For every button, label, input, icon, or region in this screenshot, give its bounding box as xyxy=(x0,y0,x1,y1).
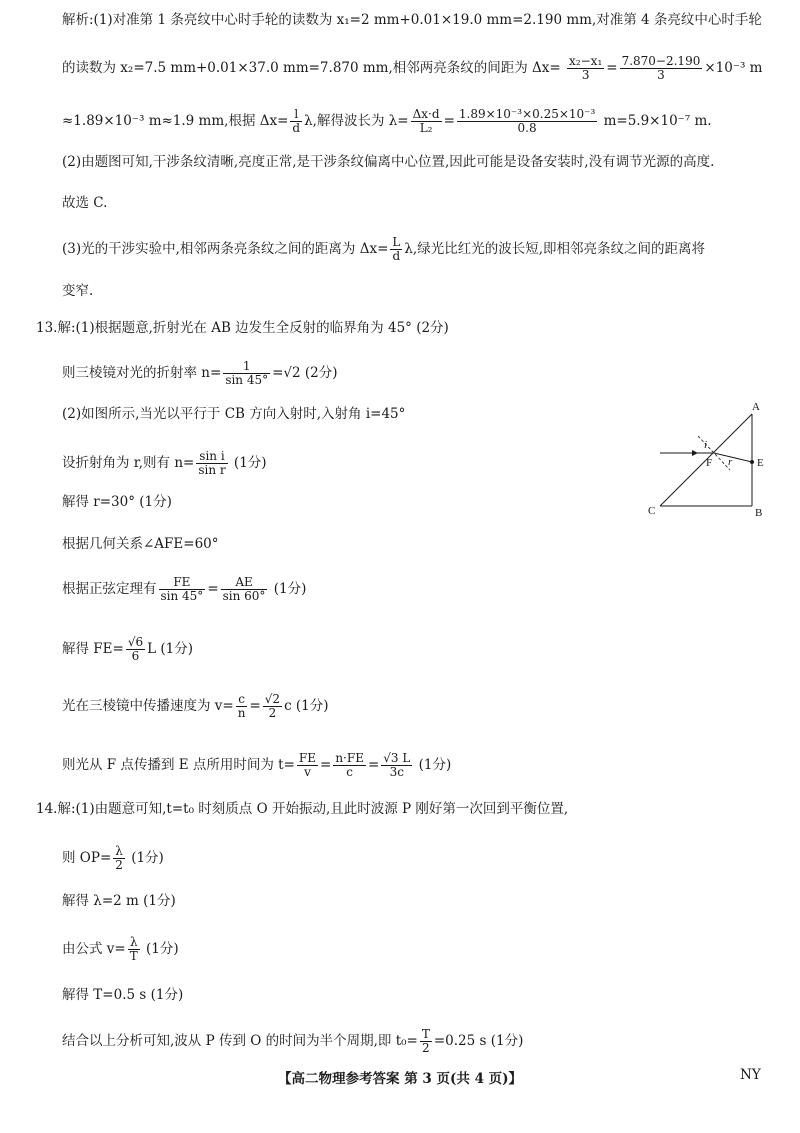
text: 光在三棱镜中传播速度为 v= xyxy=(62,698,234,714)
denominator: 3 xyxy=(657,68,665,82)
fraction xyxy=(221,576,268,603)
text: λ,绿光比红光的波长短,即相邻亮条纹之间的距离将 xyxy=(404,241,705,257)
refracted-ray xyxy=(714,453,752,462)
point-E-dot xyxy=(750,460,754,464)
denominator: sin 45° xyxy=(225,373,269,387)
solution-line-7 xyxy=(62,281,93,301)
text: (1分) xyxy=(414,757,452,773)
text: = xyxy=(367,757,380,773)
numerator: λ xyxy=(113,845,125,859)
numerator: √6 xyxy=(127,635,144,649)
label-r: r xyxy=(728,456,733,468)
text: (1分) xyxy=(229,455,267,471)
arrow-icon xyxy=(692,450,698,456)
solution-line-15 xyxy=(62,636,193,663)
label-C: C xyxy=(648,505,656,517)
fraction xyxy=(196,450,227,477)
solution-line-3 xyxy=(62,108,712,135)
numerator: 7.870−2.190 xyxy=(621,54,701,68)
solution-line-21 xyxy=(62,936,179,963)
denominator: 2 xyxy=(422,1041,430,1055)
solution-line-16 xyxy=(62,693,329,720)
fraction xyxy=(159,576,206,603)
numerator: T xyxy=(421,1027,430,1041)
text: 结合以上分析可知,波从 P 传到 O 的时间为半个周期,即 t₀= xyxy=(62,1033,418,1049)
label-F: F xyxy=(706,457,713,469)
fraction xyxy=(567,55,604,82)
label-B: B xyxy=(755,507,763,518)
text: 变窄. xyxy=(62,283,94,299)
numerator: √3 L xyxy=(383,751,411,765)
denominator: T xyxy=(129,949,138,963)
numerator: Δx·d xyxy=(412,107,440,121)
denominator: 0.8 xyxy=(517,121,537,135)
fraction xyxy=(113,845,125,872)
denominator: d xyxy=(292,121,301,135)
fraction xyxy=(263,693,282,720)
text: λ,解得波长为 λ= xyxy=(304,113,409,129)
text: 13.解:(1)根据题意,折射光在 AB 边发生全反射的临界角为 45° (2分) xyxy=(36,320,449,336)
prism-diagram xyxy=(640,398,770,518)
fraction xyxy=(126,636,145,663)
denominator: 3c xyxy=(389,765,404,779)
solution-line-19 xyxy=(62,845,164,872)
text: 根据几何关系∠AFE=60° xyxy=(62,536,219,552)
text: 设折射角为 r,则有 n= xyxy=(62,455,195,471)
text: = xyxy=(249,698,261,714)
text: (1分) xyxy=(141,941,179,957)
text: 则三棱镜对光的折射率 n= xyxy=(62,365,222,381)
fraction xyxy=(236,693,248,720)
denominator: 3 xyxy=(581,68,590,82)
text: (1分) xyxy=(126,850,164,866)
footer-code: NY xyxy=(740,1067,761,1083)
text: 解得 FE= xyxy=(62,641,124,657)
solution-line-5 xyxy=(62,193,107,213)
text: (2)由题图可知,干涉条纹清晰,亮度正常,是干涉条纹偏离中心位置,因此可能是设备安装时,没有调节光源的高度. xyxy=(62,154,715,170)
text: (3)光的干涉实验中,相邻两条亮条纹之间的距离为 Δx= xyxy=(62,241,389,257)
text: =0.25 s (1分) xyxy=(433,1033,524,1049)
solution-line-1 xyxy=(62,10,762,30)
solution-line-17 xyxy=(62,752,451,779)
fraction xyxy=(411,108,442,135)
text: ≈1.89×10⁻³ m≈1.9 mm,根据 Δx= xyxy=(62,113,289,129)
numerator: λ xyxy=(128,936,140,950)
solution-line-10 xyxy=(62,404,405,424)
text: 解得 T=0.5 s (1分) xyxy=(62,987,184,1003)
fraction xyxy=(381,752,412,779)
text: ×10⁻³ m xyxy=(704,60,763,76)
numerator: AE xyxy=(221,576,268,590)
fraction xyxy=(128,936,140,963)
text: =√2 (2分) xyxy=(272,365,338,381)
text: 根据正弦定理有 xyxy=(62,581,157,597)
problem-13-header xyxy=(36,318,449,338)
text: L (1分) xyxy=(147,641,193,657)
text: 则 OP= xyxy=(62,850,112,866)
footer-title: 【高二物理参考答案 第 3 页(共 4 页)】 xyxy=(278,1071,523,1087)
text: = xyxy=(320,757,332,773)
solution-line-2 xyxy=(62,55,762,82)
text: (1分) xyxy=(269,581,307,597)
text: c (1分) xyxy=(284,698,329,714)
solution-line-12 xyxy=(62,492,172,512)
text: (2)如图所示,当光以平行于 CB 方向入射时,入射角 i=45° xyxy=(62,406,406,422)
fraction xyxy=(420,1028,432,1055)
solution-line-4 xyxy=(62,152,714,172)
denominator: sin 45° xyxy=(160,589,204,603)
text: 的读数为 x₂=7.5 mm+0.01×37.0 mm=7.870 mm,相邻两亮条纹的间距为 Δx= xyxy=(62,60,561,76)
text: 则光从 F 点传播到 E 点所用时间为 t= xyxy=(62,757,295,773)
text: 解得 λ=2 m (1分) xyxy=(62,893,176,909)
denominator: d xyxy=(392,249,401,263)
solution-line-14 xyxy=(62,576,306,603)
numerator: x₂−x₁ xyxy=(569,54,603,68)
denominator: 2 xyxy=(268,706,277,720)
solution-line-20 xyxy=(62,891,176,911)
denominator: L₂ xyxy=(419,121,433,135)
text: = xyxy=(207,581,219,597)
numerator: FE xyxy=(298,751,317,765)
denominator: sin r xyxy=(198,463,226,477)
numerator: FE xyxy=(159,576,206,590)
solution-line-13 xyxy=(62,534,219,554)
numerator: 1.89×10⁻³×0.25×10⁻³ xyxy=(458,107,596,121)
numerator: sin i xyxy=(196,450,227,464)
solution-line-6 xyxy=(62,236,705,263)
label-i: i xyxy=(704,439,708,451)
text: 故选 C. xyxy=(62,195,108,211)
text: 由公式 v= xyxy=(62,941,126,957)
fraction xyxy=(457,108,597,135)
text: m=5.9×10⁻⁷ m. xyxy=(599,113,712,129)
denominator: 6 xyxy=(131,649,140,663)
fraction xyxy=(620,55,703,82)
problem-14-header xyxy=(36,799,568,819)
solution-line-23 xyxy=(62,1028,523,1055)
numerator: c xyxy=(236,693,248,707)
fraction xyxy=(390,236,402,263)
solution-line-9 xyxy=(62,360,338,387)
numerator: √2 xyxy=(264,692,281,706)
text: 解析:(1)对准第 1 条亮纹中心时手轮的读数为 x₁=2 mm+0.01×19.0 mm=2.190 mm,对准第 4 条亮纹中心时手轮 xyxy=(62,12,762,28)
denominator: c xyxy=(346,765,354,779)
fraction xyxy=(290,108,302,135)
fraction xyxy=(333,752,366,779)
denominator: v xyxy=(304,765,311,779)
label-A: A xyxy=(752,401,760,413)
text: 14.解:(1)由题意可知,t=t₀ 时刻质点 O 开始振动,且此时波源 P 刚好第一次回到平衡位置, xyxy=(36,801,569,817)
text: 解得 r=30° (1分) xyxy=(62,494,172,510)
numerator: L xyxy=(392,235,401,249)
fraction xyxy=(223,360,270,387)
text: = xyxy=(606,60,618,76)
solution-line-22 xyxy=(62,985,183,1005)
solution-line-11 xyxy=(62,450,267,477)
numerator: l xyxy=(290,108,302,122)
numerator: 1 xyxy=(223,360,270,374)
text: = xyxy=(443,113,455,129)
denominator: 2 xyxy=(115,858,123,872)
numerator: n·FE xyxy=(335,751,364,765)
fraction xyxy=(297,752,318,779)
denominator: n xyxy=(237,706,246,720)
label-E: E xyxy=(757,457,764,469)
denominator: sin 60° xyxy=(222,589,266,603)
